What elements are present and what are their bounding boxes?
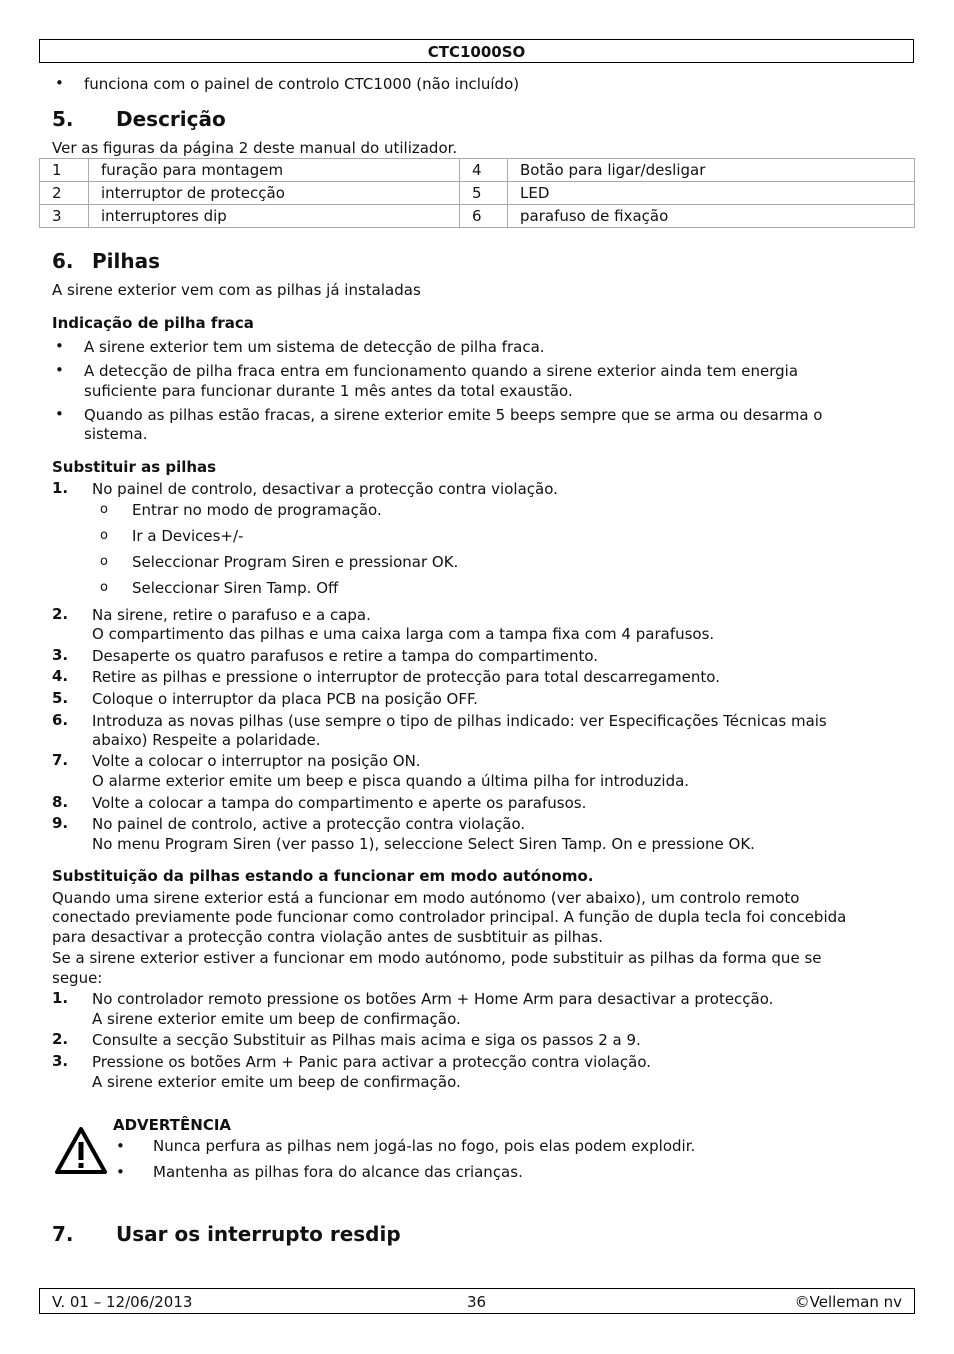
step-number: 3. [52,646,69,664]
table-cell: furação para montagem [89,159,460,182]
table-cell: interruptor de protecção [89,182,460,205]
step-number: 3. [52,1052,69,1070]
step-number: 2. [52,605,69,623]
low-battery-b3b: sistema. [84,425,148,443]
step-number: 5. [52,689,69,707]
table-cell: 4 [460,159,508,182]
section6-intro: A sirene exterior vem com as pilhas já instaladas [52,281,421,299]
circle-bullet: o [100,528,108,543]
table-cell: Botão para ligar/desligar [508,159,915,182]
step-text: A sirene exterior emite um beep de confirmação. [92,1010,461,1028]
step-text: Retire as pilhas e pressione o interruptor de protecção para total descarregamento. [92,668,720,686]
step-number: 9. [52,814,69,832]
footer-version: V. 01 – 12/06/2013 [52,1293,193,1311]
table-cell: 3 [40,205,89,228]
step-number: 8. [52,793,69,811]
low-battery-b3a: Quando as pilhas estão fracas, a sirene exterior emite 5 beeps sempre que se arma ou desarma o [84,406,823,424]
step-number: 1. [52,989,69,1007]
step-text: No controlador remoto pressione os botões Arm + Home Arm para desactivar a protecção. [92,990,774,1008]
bullet: • [55,405,64,423]
low-battery-b2b: suficiente para funcionar durante 1 mês antes da total exaustão. [84,382,573,400]
bullet: • [116,1163,125,1181]
circle-bullet: o [100,580,108,595]
table-row [40,182,915,205]
step-text: No painel de controlo, active a protecção contra violação. [92,815,526,833]
warning-heading: ADVERTÊNCIA [113,1116,232,1134]
table-cell: LED [508,182,915,205]
circle-bullet: o [100,502,108,517]
substep-text: Entrar no modo de programação. [132,501,382,519]
table-cell: 2 [40,182,89,205]
header-title: CTC1000SO [427,43,526,61]
footer-copyright: ©Velleman nv [794,1293,902,1311]
section5-number: 5. [52,107,74,131]
section5-text: Ver as figuras da página 2 deste manual do utilizador. [52,139,458,157]
standalone-para: para desactivar a protecção contra violação antes de susbtituir as pilhas. [52,928,604,946]
table-cell: interruptores dip [89,205,460,228]
low-battery-b1: A sirene exterior tem um sistema de detecção de pilha fraca. [84,338,545,356]
page-header [39,39,914,63]
table-row [40,205,915,228]
table-row [40,159,915,182]
description-table [39,158,915,228]
warning-b1: Nunca perfura as pilhas nem jogá-las no fogo, pois elas podem explodir. [153,1137,696,1155]
step-number: 1. [52,479,69,497]
step-text: Volte a colocar o interruptor na posição ON. [92,752,421,770]
substep-text: Seleccionar Program Siren e pressionar OK. [132,553,459,571]
step-text: Volte a colocar a tampa do compartimento e aperte os parafusos. [92,794,587,812]
bullet: • [55,361,64,379]
step-number: 6. [52,711,69,729]
step-text: Introduza as novas pilhas (use sempre o tipo de pilhas indicado: ver Especificações Técnicas mais [92,712,827,730]
step-text: Na sirene, retire o parafuso e a capa. [92,606,371,624]
step-number: 7. [52,751,69,769]
step-text: A sirene exterior emite um beep de confirmação. [92,1073,461,1091]
table-cell: 6 [460,205,508,228]
replace-heading: Substituir as pilhas [52,458,217,476]
substep-text: Ir a Devices+/- [132,527,244,545]
circle-bullet: o [100,554,108,569]
step-text: No painel de controlo, desactivar a protecção contra violação. [92,480,558,498]
standalone-heading: Substituição da pilhas estando a funcionar em modo autónomo. [52,867,594,885]
table-cell: 1 [40,159,89,182]
bullet: • [55,74,64,92]
warning-b2: Mantenha as pilhas fora do alcance das crianças. [153,1163,523,1181]
section5-title: Descrição [116,107,226,131]
section6-title: Pilhas [92,249,161,273]
page-footer [39,1288,915,1314]
standalone-para: Quando uma sirene exterior está a funcionar em modo autónomo (ver abaixo), um controlo remoto [52,889,800,907]
step-text: O alarme exterior emite um beep e pisca quando a última pilha for introduzida. [92,772,690,790]
standalone-para: Se a sirene exterior estiver a funcionar em modo autónomo, pode substituir as pilhas da forma que se [52,949,822,967]
step-text: abaixo) Respeite a polaridade. [92,731,321,749]
step-number: 4. [52,667,69,685]
substep-text: Seleccionar Siren Tamp. Off [132,579,339,597]
step-text: No menu Program Siren (ver passo 1), seleccione Select Siren Tamp. On e pressione OK. [92,835,755,853]
table-cell: 5 [460,182,508,205]
low-battery-heading: Indicação de pilha fraca [52,314,254,332]
footer-page-number: 36 [467,1293,487,1311]
standalone-para: conectado previamente pode funcionar como controlador principal. A função de dupla tecla foi concebida [52,908,847,926]
warning-triangle-icon [54,1126,108,1176]
low-battery-b2a: A detecção de pilha fraca entra em funcionamento quando a sirene exterior ainda tem energia [84,362,799,380]
step-number: 2. [52,1030,69,1048]
section7-number: 7. [52,1222,74,1246]
standalone-para: segue: [52,969,103,987]
step-text: O compartimento das pilhas e uma caixa larga com a tampa fixa com 4 parafusos. [92,625,715,643]
intro-bullet-text: funciona com o painel de controlo CTC1000 (não incluído) [84,75,520,93]
step-text: Desaperte os quatro parafusos e retire a tampa do compartimento. [92,647,599,665]
section7-title: Usar os interrupto resdip [116,1222,401,1246]
step-text: Consulte a secção Substituir as Pilhas mais acima e siga os passos 2 a 9. [92,1031,641,1049]
section6-number: 6. [52,249,74,273]
bullet: • [116,1137,125,1155]
bullet: • [55,337,64,355]
step-text: Pressione os botões Arm + Panic para activar a protecção contra violação. [92,1053,651,1071]
table-cell: parafuso de fixação [508,205,915,228]
step-text: Coloque o interruptor da placa PCB na posição OFF. [92,690,478,708]
